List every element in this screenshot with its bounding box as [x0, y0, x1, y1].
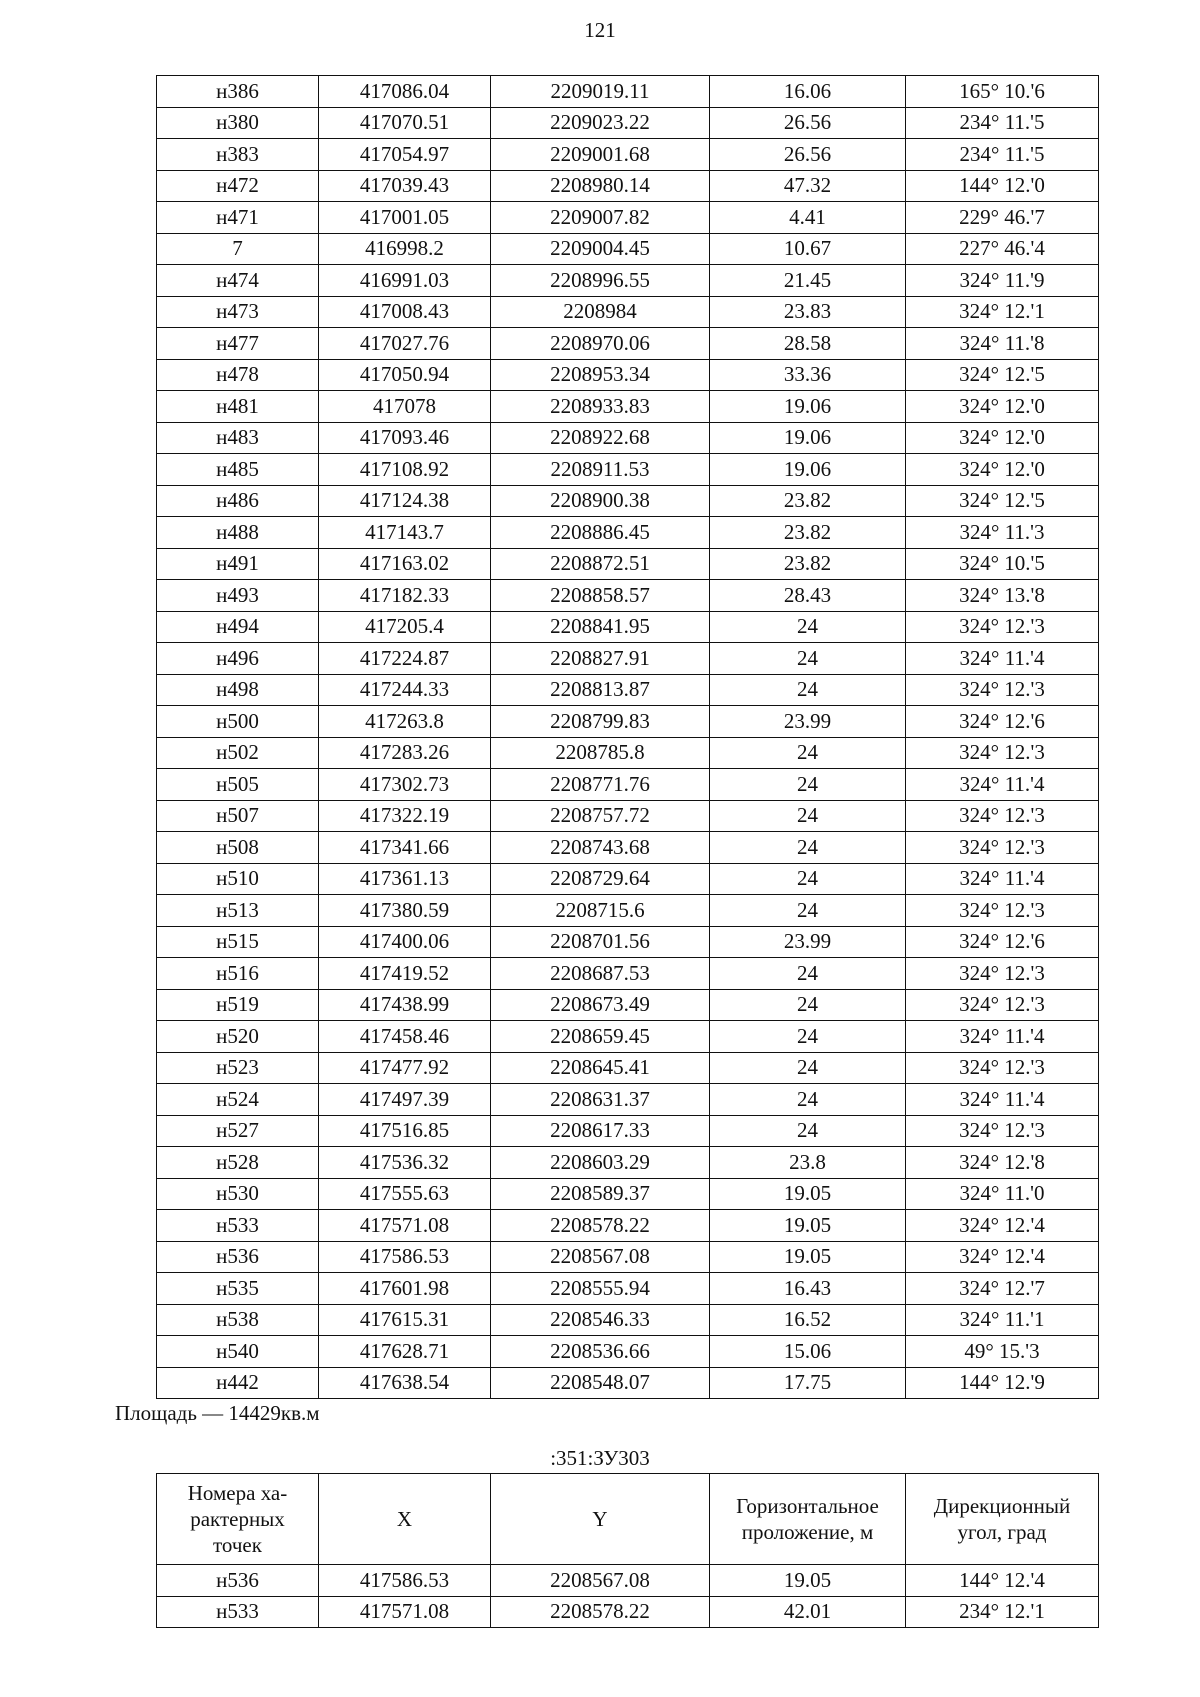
x-cell: 417001.05	[319, 202, 491, 234]
point-number-cell: н536	[157, 1241, 319, 1273]
table-row	[157, 958, 1099, 990]
angle-cell: 324° 12.'5	[906, 359, 1099, 391]
table-row	[157, 359, 1099, 391]
angle-cell: 324° 12.'3	[906, 1052, 1099, 1084]
table-row	[157, 454, 1099, 486]
table-row	[157, 737, 1099, 769]
point-number-cell: н483	[157, 422, 319, 454]
table-row	[157, 422, 1099, 454]
distance-cell: 24	[710, 895, 906, 927]
angle-cell: 324° 12.'3	[906, 958, 1099, 990]
table-row	[157, 139, 1099, 171]
distance-cell: 24	[710, 1021, 906, 1053]
y-cell: 2208603.29	[491, 1147, 710, 1179]
table-row	[157, 1052, 1099, 1084]
angle-cell: 234° 12.'1	[906, 1596, 1099, 1628]
angle-cell: 324° 12.'6	[906, 926, 1099, 958]
table-row	[157, 989, 1099, 1021]
distance-cell: 24	[710, 611, 906, 643]
y-cell: 2208785.8	[491, 737, 710, 769]
angle-cell: 324° 12.'0	[906, 391, 1099, 423]
x-cell: 417070.51	[319, 107, 491, 139]
x-cell: 417400.06	[319, 926, 491, 958]
distance-cell: 19.06	[710, 422, 906, 454]
angle-cell: 324° 11.'4	[906, 1021, 1099, 1053]
distance-cell: 23.82	[710, 548, 906, 580]
point-number-cell: н533	[157, 1596, 319, 1628]
distance-cell: 24	[710, 863, 906, 895]
angle-cell: 324° 13.'8	[906, 580, 1099, 612]
header-row	[157, 1474, 1099, 1565]
y-cell: 2208757.72	[491, 800, 710, 832]
y-cell: 2208813.87	[491, 674, 710, 706]
y-cell: 2208984	[491, 296, 710, 328]
point-number-cell: н493	[157, 580, 319, 612]
angle-cell: 324° 12.'3	[906, 800, 1099, 832]
x-cell: 417361.13	[319, 863, 491, 895]
point-number-cell: н473	[157, 296, 319, 328]
x-cell: 417163.02	[319, 548, 491, 580]
table-row	[157, 895, 1099, 927]
angle-cell: 324° 11.'4	[906, 769, 1099, 801]
table-row	[157, 1115, 1099, 1147]
x-cell: 417093.46	[319, 422, 491, 454]
angle-cell: 324° 12.'8	[906, 1147, 1099, 1179]
x-cell: 417628.71	[319, 1336, 491, 1368]
x-cell: 417638.54	[319, 1367, 491, 1399]
angle-cell: 324° 12.'1	[906, 296, 1099, 328]
x-cell: 417050.94	[319, 359, 491, 391]
y-cell: 2208771.76	[491, 769, 710, 801]
table-row	[157, 800, 1099, 832]
x-cell: 417078	[319, 391, 491, 423]
y-cell: 2208546.33	[491, 1304, 710, 1336]
y-cell: 2208645.41	[491, 1052, 710, 1084]
angle-cell: 324° 12.'4	[906, 1241, 1099, 1273]
distance-cell: 24	[710, 1084, 906, 1116]
angle-cell: 324° 12.'0	[906, 422, 1099, 454]
distance-cell: 16.52	[710, 1304, 906, 1336]
x-cell: 417555.63	[319, 1178, 491, 1210]
point-number-cell: н538	[157, 1304, 319, 1336]
distance-cell: 19.05	[710, 1241, 906, 1273]
point-number-cell: н535	[157, 1273, 319, 1305]
area-text: Площадь — 14429кв.м	[115, 1401, 320, 1425]
table-row	[157, 1565, 1099, 1597]
point-number-cell: н485	[157, 454, 319, 486]
distance-cell: 19.06	[710, 391, 906, 423]
distance-cell: 19.05	[710, 1210, 906, 1242]
table-row	[157, 1304, 1099, 1336]
x-cell: 417571.08	[319, 1210, 491, 1242]
table-row	[157, 611, 1099, 643]
table-row	[157, 769, 1099, 801]
table-row	[157, 580, 1099, 612]
point-number-cell: н536	[157, 1565, 319, 1597]
y-cell: 2208886.45	[491, 517, 710, 549]
y-cell: 2208858.57	[491, 580, 710, 612]
distance-cell: 28.43	[710, 580, 906, 612]
table-row	[157, 1147, 1099, 1179]
angle-cell: 324° 12.'3	[906, 1115, 1099, 1147]
point-number-cell: н516	[157, 958, 319, 990]
point-number-cell: н386	[157, 76, 319, 108]
distance-cell: 19.05	[710, 1565, 906, 1597]
x-cell: 417224.87	[319, 643, 491, 675]
distance-cell: 24	[710, 737, 906, 769]
y-cell: 2208536.66	[491, 1336, 710, 1368]
y-cell: 2208673.49	[491, 989, 710, 1021]
point-number-cell: н491	[157, 548, 319, 580]
x-cell: 417586.53	[319, 1241, 491, 1273]
angle-cell: 324° 10.'5	[906, 548, 1099, 580]
distance-cell: 26.56	[710, 139, 906, 171]
point-number-cell: н515	[157, 926, 319, 958]
plot-title: :351:ЗУ303	[550, 1446, 650, 1470]
y-cell: 2208631.37	[491, 1084, 710, 1116]
distance-cell: 23.8	[710, 1147, 906, 1179]
x-cell: 417086.04	[319, 76, 491, 108]
y-cell: 2209001.68	[491, 139, 710, 171]
x-cell: 417124.38	[319, 485, 491, 517]
angle-cell: 324° 11.'0	[906, 1178, 1099, 1210]
y-cell: 2208996.55	[491, 265, 710, 297]
table-row	[157, 1367, 1099, 1399]
x-cell: 417477.92	[319, 1052, 491, 1084]
point-number-cell: н519	[157, 989, 319, 1021]
angle-cell: 229° 46.'7	[906, 202, 1099, 234]
x-cell: 417263.8	[319, 706, 491, 738]
x-cell: 417322.19	[319, 800, 491, 832]
angle-cell: 324° 12.'3	[906, 895, 1099, 927]
y-cell: 2208729.64	[491, 863, 710, 895]
point-number-cell: н513	[157, 895, 319, 927]
distance-cell: 24	[710, 769, 906, 801]
point-number-cell: н524	[157, 1084, 319, 1116]
point-number-cell: н471	[157, 202, 319, 234]
y-cell: 2208922.68	[491, 422, 710, 454]
angle-cell: 165° 10.'6	[906, 76, 1099, 108]
page-number: 121	[584, 18, 616, 42]
point-number-cell: н472	[157, 170, 319, 202]
table-row	[157, 107, 1099, 139]
y-cell: 2208715.6	[491, 895, 710, 927]
point-number-cell: н527	[157, 1115, 319, 1147]
angle-cell: 324° 11.'4	[906, 1084, 1099, 1116]
y-cell: 2208841.95	[491, 611, 710, 643]
table-row	[157, 485, 1099, 517]
table-row	[157, 706, 1099, 738]
point-number-cell: 7	[157, 233, 319, 265]
header-y: Y	[491, 1474, 710, 1565]
distance-cell: 47.32	[710, 170, 906, 202]
distance-cell: 16.43	[710, 1273, 906, 1305]
x-cell: 416998.2	[319, 233, 491, 265]
point-number-cell: н496	[157, 643, 319, 675]
y-cell: 2208872.51	[491, 548, 710, 580]
point-number-cell: н442	[157, 1367, 319, 1399]
x-cell: 417458.46	[319, 1021, 491, 1053]
point-number-cell: н507	[157, 800, 319, 832]
angle-cell: 324° 11.'1	[906, 1304, 1099, 1336]
x-cell: 417419.52	[319, 958, 491, 990]
distance-cell: 23.83	[710, 296, 906, 328]
table-row	[157, 832, 1099, 864]
angle-cell: 324° 11.'9	[906, 265, 1099, 297]
x-cell: 417302.73	[319, 769, 491, 801]
table-row	[157, 1178, 1099, 1210]
table-row	[157, 1336, 1099, 1368]
x-cell: 417244.33	[319, 674, 491, 706]
angle-cell: 324° 12.'4	[906, 1210, 1099, 1242]
header-direction-angle: Дирекционный угол, град	[906, 1474, 1099, 1565]
x-cell: 417108.92	[319, 454, 491, 486]
angle-cell: 324° 12.'3	[906, 989, 1099, 1021]
coordinates-table	[156, 75, 1099, 1399]
angle-cell: 324° 12.'5	[906, 485, 1099, 517]
distance-cell: 28.58	[710, 328, 906, 360]
y-cell: 2208799.83	[491, 706, 710, 738]
point-number-cell: н486	[157, 485, 319, 517]
y-cell: 2209004.45	[491, 233, 710, 265]
table-row	[157, 170, 1099, 202]
point-number-cell: н383	[157, 139, 319, 171]
point-number-cell: н528	[157, 1147, 319, 1179]
x-cell: 417054.97	[319, 139, 491, 171]
distance-cell: 24	[710, 832, 906, 864]
point-number-cell: н500	[157, 706, 319, 738]
y-cell: 2208578.22	[491, 1210, 710, 1242]
table-row	[157, 926, 1099, 958]
table-row	[157, 1273, 1099, 1305]
angle-cell: 324° 11.'3	[906, 517, 1099, 549]
table-row	[157, 296, 1099, 328]
table-row	[157, 76, 1099, 108]
distance-cell: 24	[710, 1115, 906, 1147]
x-cell: 417341.66	[319, 832, 491, 864]
angle-cell: 324° 11.'4	[906, 863, 1099, 895]
x-cell: 416991.03	[319, 265, 491, 297]
table-row	[157, 548, 1099, 580]
point-number-cell: н520	[157, 1021, 319, 1053]
y-cell: 2209019.11	[491, 76, 710, 108]
point-number-cell: н530	[157, 1178, 319, 1210]
table-row	[157, 233, 1099, 265]
table-row	[157, 202, 1099, 234]
table-row	[157, 674, 1099, 706]
point-number-cell: н477	[157, 328, 319, 360]
point-number-cell: н540	[157, 1336, 319, 1368]
distance-cell: 24	[710, 674, 906, 706]
distance-cell: 33.36	[710, 359, 906, 391]
table-row	[157, 265, 1099, 297]
table-row	[157, 517, 1099, 549]
angle-cell: 144° 12.'4	[906, 1565, 1099, 1597]
angle-cell: 324° 12.'3	[906, 674, 1099, 706]
plot-coordinates-table	[156, 1473, 1099, 1628]
distance-cell: 23.99	[710, 926, 906, 958]
angle-cell: 144° 12.'0	[906, 170, 1099, 202]
angle-cell: 324° 12.'0	[906, 454, 1099, 486]
distance-cell: 24	[710, 800, 906, 832]
y-cell: 2209007.82	[491, 202, 710, 234]
distance-cell: 19.06	[710, 454, 906, 486]
table-row	[157, 1241, 1099, 1273]
point-number-cell: н380	[157, 107, 319, 139]
distance-cell: 17.75	[710, 1367, 906, 1399]
x-cell: 417601.98	[319, 1273, 491, 1305]
angle-cell: 324° 12.'3	[906, 611, 1099, 643]
y-cell: 2208578.22	[491, 1596, 710, 1628]
angle-cell: 324° 11.'8	[906, 328, 1099, 360]
point-number-cell: н488	[157, 517, 319, 549]
x-cell: 417516.85	[319, 1115, 491, 1147]
point-number-cell: н481	[157, 391, 319, 423]
x-cell: 417283.26	[319, 737, 491, 769]
x-cell: 417380.59	[319, 895, 491, 927]
table-row	[157, 1021, 1099, 1053]
distance-cell: 16.06	[710, 76, 906, 108]
angle-cell: 227° 46.'4	[906, 233, 1099, 265]
y-cell: 2208953.34	[491, 359, 710, 391]
distance-cell: 24	[710, 958, 906, 990]
y-cell: 2208567.08	[491, 1241, 710, 1273]
distance-cell: 24	[710, 1052, 906, 1084]
point-number-cell: н494	[157, 611, 319, 643]
angle-cell: 234° 11.'5	[906, 107, 1099, 139]
distance-cell: 19.05	[710, 1178, 906, 1210]
header-horizontal-distance: Горизонтальное проложение, м	[710, 1474, 906, 1565]
x-cell: 417438.99	[319, 989, 491, 1021]
point-number-cell: н502	[157, 737, 319, 769]
angle-cell: 324° 12.'6	[906, 706, 1099, 738]
y-cell: 2208548.07	[491, 1367, 710, 1399]
distance-cell: 26.56	[710, 107, 906, 139]
table-row	[157, 328, 1099, 360]
distance-cell: 4.41	[710, 202, 906, 234]
y-cell: 2209023.22	[491, 107, 710, 139]
table-row	[157, 1210, 1099, 1242]
angle-cell: 324° 12.'3	[906, 737, 1099, 769]
table-row	[157, 863, 1099, 895]
y-cell: 2208827.91	[491, 643, 710, 675]
distance-cell: 15.06	[710, 1336, 906, 1368]
distance-cell: 24	[710, 643, 906, 675]
point-number-cell: н523	[157, 1052, 319, 1084]
table-row	[157, 1596, 1099, 1628]
x-cell: 417586.53	[319, 1565, 491, 1597]
table-row	[157, 643, 1099, 675]
x-cell: 417205.4	[319, 611, 491, 643]
distance-cell: 42.01	[710, 1596, 906, 1628]
coordinates-table-body	[157, 76, 1099, 1399]
distance-cell: 23.82	[710, 485, 906, 517]
header-point-numbers: Номера ха- рактерных точек	[157, 1474, 319, 1565]
y-cell: 2208687.53	[491, 958, 710, 990]
point-number-cell: н478	[157, 359, 319, 391]
header-x: X	[319, 1474, 491, 1565]
y-cell: 2208701.56	[491, 926, 710, 958]
point-number-cell: н498	[157, 674, 319, 706]
y-cell: 2208911.53	[491, 454, 710, 486]
x-cell: 417143.7	[319, 517, 491, 549]
distance-cell: 24	[710, 989, 906, 1021]
x-cell: 417571.08	[319, 1596, 491, 1628]
distance-cell: 10.67	[710, 233, 906, 265]
y-cell: 2208659.45	[491, 1021, 710, 1053]
angle-cell: 324° 12.'7	[906, 1273, 1099, 1305]
table-row	[157, 1084, 1099, 1116]
y-cell: 2208555.94	[491, 1273, 710, 1305]
y-cell: 2208617.33	[491, 1115, 710, 1147]
distance-cell: 23.82	[710, 517, 906, 549]
plot-coordinates-table-body	[157, 1565, 1099, 1628]
point-number-cell: н508	[157, 832, 319, 864]
x-cell: 417497.39	[319, 1084, 491, 1116]
y-cell: 2208980.14	[491, 170, 710, 202]
angle-cell: 324° 11.'4	[906, 643, 1099, 675]
angle-cell: 324° 12.'3	[906, 832, 1099, 864]
point-number-cell: н533	[157, 1210, 319, 1242]
point-number-cell: н510	[157, 863, 319, 895]
point-number-cell: н505	[157, 769, 319, 801]
point-number-cell: н474	[157, 265, 319, 297]
x-cell: 417182.33	[319, 580, 491, 612]
angle-cell: 234° 11.'5	[906, 139, 1099, 171]
y-cell: 2208900.38	[491, 485, 710, 517]
x-cell: 417027.76	[319, 328, 491, 360]
y-cell: 2208567.08	[491, 1565, 710, 1597]
x-cell: 417008.43	[319, 296, 491, 328]
angle-cell: 49° 15.'3	[906, 1336, 1099, 1368]
y-cell: 2208970.06	[491, 328, 710, 360]
y-cell: 2208743.68	[491, 832, 710, 864]
x-cell: 417536.32	[319, 1147, 491, 1179]
distance-cell: 23.99	[710, 706, 906, 738]
distance-cell: 21.45	[710, 265, 906, 297]
angle-cell: 144° 12.'9	[906, 1367, 1099, 1399]
y-cell: 2208933.83	[491, 391, 710, 423]
x-cell: 417039.43	[319, 170, 491, 202]
x-cell: 417615.31	[319, 1304, 491, 1336]
y-cell: 2208589.37	[491, 1178, 710, 1210]
table-row	[157, 391, 1099, 423]
